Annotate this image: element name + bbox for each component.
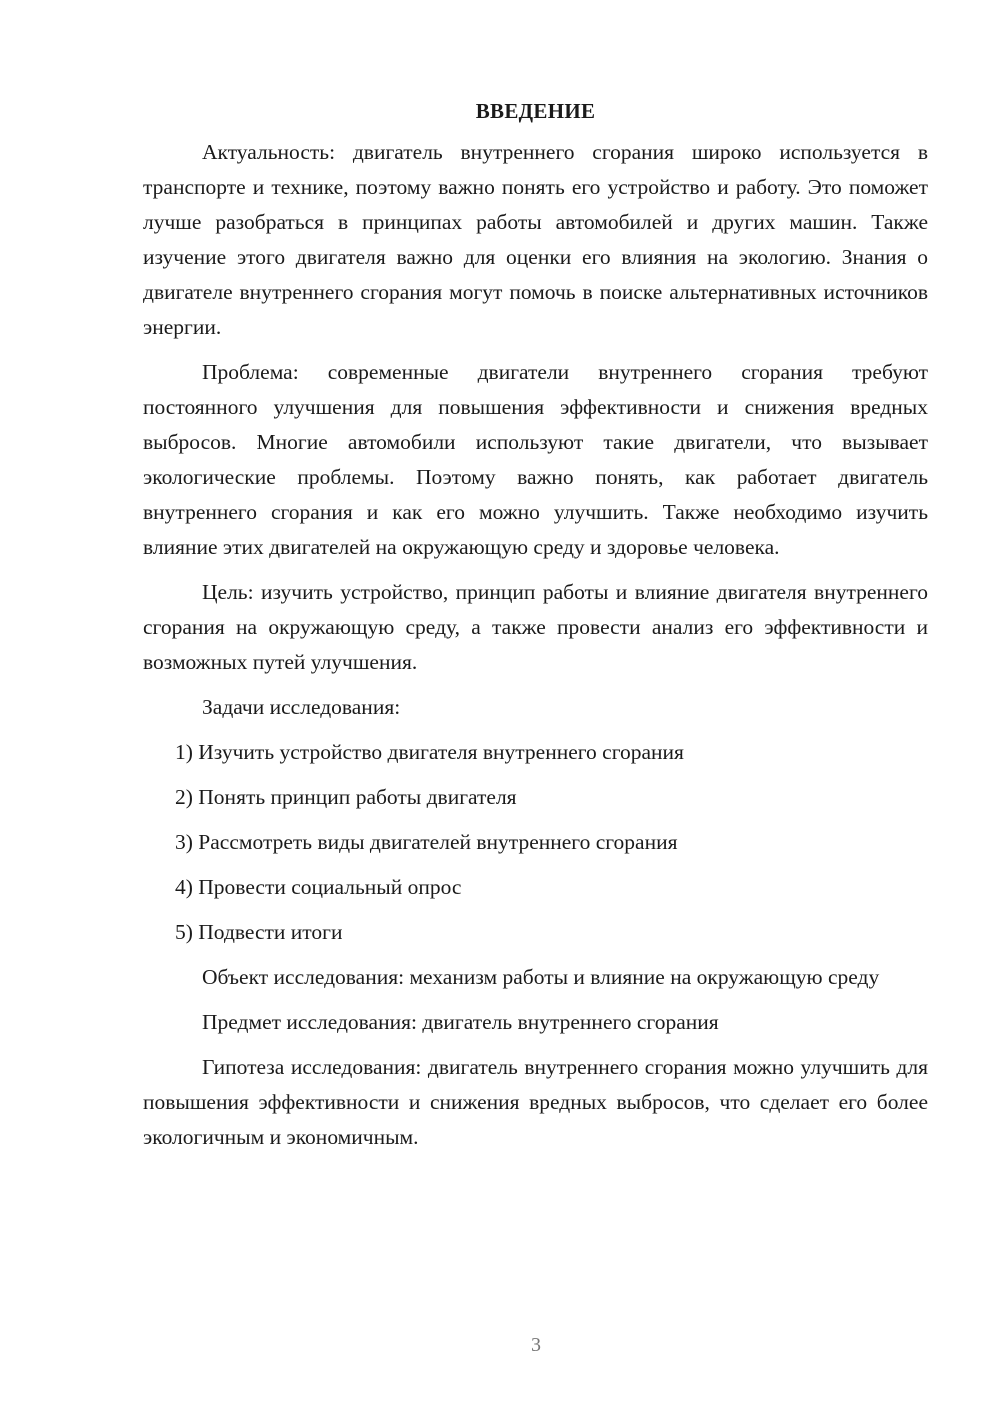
relevance-paragraph: Актуальность: двигатель внутреннего сгорания широко используется в транспорте и технике, поэтому важно понять его устройство и работу. Это поможет лучше разобраться в принципах работы автомобилей и других машин. Также изучение этого двигателя важно для оценки его влияния на экологию. Знания о двигателе внутреннего сгорания могут помочь в поиске альтернативных источников энергии. <box>143 140 928 339</box>
tasks-heading: Задачи исследования: <box>202 695 401 719</box>
list-item: 5) Подвести итоги <box>175 920 343 944</box>
object-paragraph: Объект исследования: механизм работы и влияние на окружающую среду <box>202 965 880 989</box>
goal-paragraph: Цель: изучить устройство, принцип работы и влияние двигателя внутреннего сгорания на окружающую среду, а также провести анализ его эффективности и возможных путей улучшения. <box>143 580 928 674</box>
list-item: 4) Провести социальный опрос <box>175 875 462 899</box>
tasks-list <box>143 735 928 950</box>
list-item: 2) Понять принцип работы двигателя <box>175 785 517 809</box>
list-item: 1) Изучить устройство двигателя внутреннего сгорания <box>175 740 684 764</box>
list-item: 3) Рассмотреть виды двигателей внутреннего сгорания <box>175 830 678 854</box>
hypothesis-paragraph: Гипотеза исследования: двигатель внутреннего сгорания можно улучшить для повышения эффективности и снижения вредных выбросов, что сделает его более экологичным и экономичным. <box>143 1055 928 1149</box>
document-page <box>143 96 928 1165</box>
problem-paragraph: Проблема: современные двигатели внутреннего сгорания требуют постоянного улучшения для повышения эффективности и снижения вредных выбросов. Многие автомобили используют такие двигатели, что вызывает экологические проблемы. Поэтому важно понять, как работает двигатель внутреннего сгорания и как его можно улучшить. Также необходимо изучить влияние этих двигателей на окружающую среду и здоровье человека. <box>143 360 928 559</box>
page-title: ВВЕДЕНИЕ <box>475 99 596 123</box>
subject-paragraph: Предмет исследования: двигатель внутреннего сгорания <box>202 1010 719 1034</box>
page-number: 3 <box>531 1334 541 1356</box>
